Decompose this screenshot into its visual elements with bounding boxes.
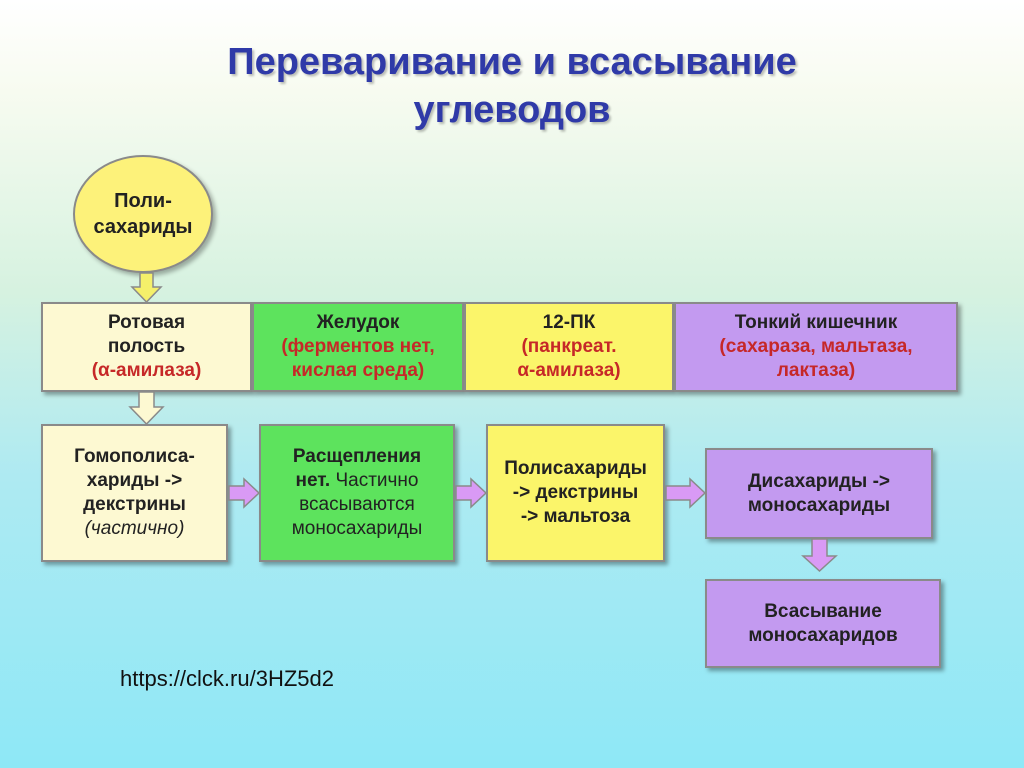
step-mouth-line1: Гомополиса- [74,446,195,467]
slide-title-line2: углеводов [413,89,611,131]
source-url: https://clck.ru/3HZ5d2 [120,666,334,691]
step-intestine-line2: моносахариды [747,494,891,516]
section-intestine-enzymes1: (сахараза, мальтаза, [719,336,913,357]
step-duodenum-line1: Полисахариды [504,458,647,479]
section-oral-title: Ротовая [107,312,186,333]
step-intestine-line1: Дисахариды -> [748,470,890,492]
step-absorption-line2: моносахаридов [748,624,898,646]
section-duodenum-enzyme1: (панкреат. [521,336,617,357]
oval-line1: Поли- [114,190,172,212]
section-duodenum-enzyme2: α-амилаза) [517,360,621,381]
section-intestine-title: Тонкий кишечник [734,312,898,333]
step-absorption-line1: Всасывание [764,600,882,622]
step-mouth-line3: декстрины [83,494,186,515]
step-mouth-line2: хариды -> [86,470,183,491]
step-stomach-line1: Расщепления [292,446,422,467]
section-duodenum-title: 12-ПК [542,312,596,333]
step-duodenum-line3: -> мальтоза [520,506,631,527]
arrow-oval-to-mouth [132,273,161,302]
slide-title-line1: Переваривание и всасывание [227,41,797,83]
oval-line2: сахариды [93,216,193,238]
section-oral-title2: полость [107,336,186,357]
section-stomach-note2: кислая среда) [291,360,425,381]
arrow-mouth-section-to-step [130,392,163,424]
arrow-intestine-to-absorption [803,539,836,571]
arrow-mouth-to-stomach [229,479,259,507]
arrow-stomach-to-duodenum [456,479,486,507]
arrow-duodenum-to-intestine [666,479,705,507]
section-stomach-title: Желудок [316,312,400,333]
step-stomach-line3: всасываются [299,494,415,515]
section-intestine-enzymes2: лактаза) [776,360,856,381]
step-stomach-line2a: нет. [295,470,331,491]
step-mouth-line4: (частично) [84,518,185,539]
step-duodenum-line2: -> декстрины [512,482,639,503]
section-oral-enzyme: (α-амилаза) [91,360,202,381]
step-stomach-line2b: Частично [330,470,419,491]
step-stomach-line4: моносахариды [291,518,423,539]
section-stomach-note1: (ферментов нет, [281,336,435,357]
